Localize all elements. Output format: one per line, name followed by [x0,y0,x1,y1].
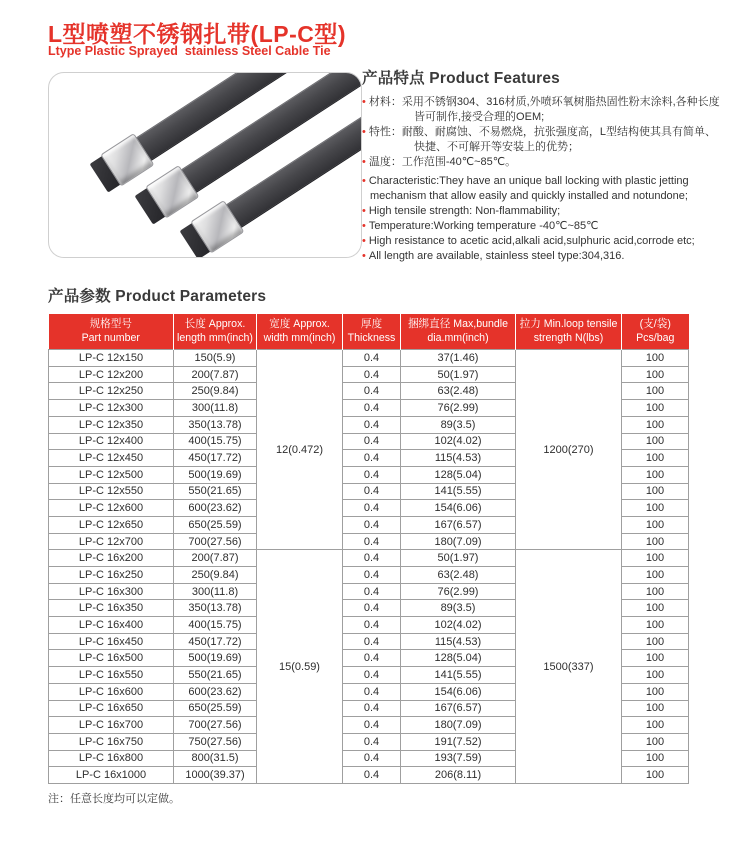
bullet-icon: • [362,174,366,187]
cell-part-number: LP-C 12x450 [49,450,174,467]
feature-item [362,219,720,234]
cell-thickness: 0.4 [343,600,401,617]
cell-length: 600(23.62) [174,500,257,517]
feature-item [362,174,720,204]
cell-bundle-dia: 141(5.55) [401,483,516,500]
cell-thickness: 0.4 [343,667,401,684]
cell-length: 400(15.75) [174,433,257,450]
feature-item [362,125,720,155]
cell-length: 800(31.5) [174,750,257,767]
cell-part-number: LP-C 16x200 [49,550,174,567]
column-header-zh: 捆绑直径 Max,bundle [407,318,509,330]
cell-length: 150(5.9) [174,350,257,367]
cell-thickness: 0.4 [343,583,401,600]
cell-pcs-per-bag: 100 [622,483,689,500]
bullet-icon: • [362,249,366,262]
cell-thickness: 0.4 [343,550,401,567]
cell-bundle-dia: 76(2.99) [401,400,516,417]
cell-bundle-dia: 63(2.48) [401,567,516,584]
feature-text: High tensile strength: Non-flammability; [368,204,561,217]
cell-thickness: 0.4 [343,450,401,467]
cell-pcs-per-bag: 100 [622,400,689,417]
cell-bundle-dia: 141(5.55) [401,667,516,684]
cell-bundle-dia: 102(4.02) [401,433,516,450]
cell-part-number: LP-C 16x650 [49,700,174,717]
cell-length: 400(15.75) [174,617,257,634]
cell-bundle-dia: 180(7.09) [401,717,516,734]
cell-bundle-dia: 128(5.04) [401,466,516,483]
cell-pcs-per-bag: 100 [622,683,689,700]
cell-pcs-per-bag: 100 [622,750,689,767]
bullet-icon: • [362,125,366,138]
cell-pcs-per-bag: 100 [622,533,689,550]
cell-bundle-dia: 154(6.06) [401,683,516,700]
bullet-icon: • [362,219,366,232]
cell-pcs-per-bag: 100 [622,450,689,467]
cell-length: 650(25.59) [174,700,257,717]
cell-part-number: LP-C 16x500 [49,650,174,667]
bullet-icon: • [362,204,366,217]
cell-strength-merged: 1200(270) [516,350,622,550]
column-header-zh: 宽度 Approx. [269,318,330,330]
column-header [257,314,343,350]
column-header-en: Part number [81,331,140,344]
cell-length: 450(17.72) [174,450,257,467]
cell-thickness: 0.4 [343,400,401,417]
bullet-icon: • [362,234,366,247]
column-header [343,314,401,350]
cell-bundle-dia: 167(6.57) [401,700,516,717]
cell-part-number: LP-C 12x150 [49,350,174,367]
cell-thickness: 0.4 [343,700,401,717]
column-header [622,314,689,350]
cell-pcs-per-bag: 100 [622,700,689,717]
cell-pcs-per-bag: 100 [622,516,689,533]
parameters-section [48,284,688,806]
cell-thickness: 0.4 [343,416,401,433]
cell-bundle-dia: 167(6.57) [401,516,516,533]
cell-bundle-dia: 76(2.99) [401,583,516,600]
cell-pcs-per-bag: 100 [622,617,689,634]
cell-bundle-dia: 206(8.11) [401,767,516,784]
cell-part-number: LP-C 16x350 [49,600,174,617]
cell-bundle-dia: 50(1.97) [401,550,516,567]
page-subtitle: Ltype Plastic Sprayed stainless Steel Cable Tie [48,44,331,58]
cell-part-number: LP-C 16x250 [49,567,174,584]
cell-part-number: LP-C 16x450 [49,633,174,650]
cell-thickness: 0.4 [343,683,401,700]
cell-thickness: 0.4 [343,433,401,450]
cell-part-number: LP-C 16x550 [49,667,174,684]
features-title: 产品特点 Product Features [362,70,560,87]
cell-thickness: 0.4 [343,483,401,500]
feature-item [362,155,720,170]
column-header-en: width mm(inch) [263,331,336,344]
cell-length: 350(13.78) [174,600,257,617]
cell-part-number: LP-C 12x650 [49,516,174,533]
bullet-icon: • [362,96,366,108]
column-header-en: Pcs/bag [636,331,675,344]
cell-length: 650(25.59) [174,516,257,533]
cell-pcs-per-bag: 100 [622,667,689,684]
cell-thickness: 0.4 [343,383,401,400]
cell-thickness: 0.4 [343,533,401,550]
footer-note: 注：任意长度均可以定做。 [48,792,180,805]
cell-part-number: LP-C 16x800 [49,750,174,767]
cell-bundle-dia: 180(7.09) [401,533,516,550]
cell-part-number: LP-C 12x700 [49,533,174,550]
cell-pcs-per-bag: 100 [622,583,689,600]
feature-text: High resistance to acetic acid,alkali acid,sulphuric acid,corrode etc; [368,234,695,247]
cell-length: 700(27.56) [174,717,257,734]
cell-thickness: 0.4 [343,717,401,734]
cell-thickness: 0.4 [343,516,401,533]
cell-part-number: LP-C 16x300 [49,583,174,600]
cell-pcs-per-bag: 100 [622,633,689,650]
features-zh-list [362,95,720,170]
table-body [49,350,689,784]
cell-length: 300(11.8) [174,583,257,600]
column-header-zh: 拉力 Min.loop tensile [519,318,618,330]
cell-part-number: LP-C 12x600 [49,500,174,517]
cell-thickness: 0.4 [343,617,401,634]
cell-length: 750(27.56) [174,733,257,750]
feature-text: Temperature:Working temperature -40℃~85℃ [368,219,599,232]
product-photo [48,72,362,258]
table-header [49,314,689,350]
table-row [49,350,689,367]
column-header-zh: 规格型号 [89,318,132,330]
cell-bundle-dia: 115(4.53) [401,633,516,650]
features-section [362,66,720,263]
cell-part-number: LP-C 12x400 [49,433,174,450]
cell-length: 250(9.84) [174,383,257,400]
cell-bundle-dia: 63(2.48) [401,383,516,400]
cell-pcs-per-bag: 100 [622,433,689,450]
cell-bundle-dia: 89(3.5) [401,600,516,617]
cell-bundle-dia: 102(4.02) [401,617,516,634]
cell-thickness: 0.4 [343,466,401,483]
cell-length: 450(17.72) [174,633,257,650]
cell-part-number: LP-C 16x700 [49,717,174,734]
feature-text: 材料：采用不锈钢304、316材质,外喷环氧树脂热固性粉末涂料,各种长度皆可制作,接受合理的OEM; [368,96,720,123]
feature-item [362,204,720,219]
cell-pcs-per-bag: 100 [622,717,689,734]
cell-thickness: 0.4 [343,733,401,750]
cell-pcs-per-bag: 100 [622,500,689,517]
features-en-list [362,174,720,264]
cell-pcs-per-bag: 100 [622,550,689,567]
cell-thickness: 0.4 [343,500,401,517]
cell-thickness: 0.4 [343,650,401,667]
cell-part-number: LP-C 16x750 [49,733,174,750]
column-header-en: Thickness [347,331,396,344]
cell-length: 200(7.87) [174,550,257,567]
cell-part-number: LP-C 12x300 [49,400,174,417]
cell-thickness: 0.4 [343,767,401,784]
parameters-title: 产品参数 Product Parameters [48,288,267,305]
cell-thickness: 0.4 [343,567,401,584]
cell-bundle-dia: 193(7.59) [401,750,516,767]
cell-length: 700(27.56) [174,533,257,550]
cell-pcs-per-bag: 100 [622,733,689,750]
cell-bundle-dia: 89(3.5) [401,416,516,433]
cell-length: 500(19.69) [174,650,257,667]
page-title: L型喷塑不锈钢扎带(LP-C型) [48,21,347,47]
cell-length: 1000(39.37) [174,767,257,784]
cell-bundle-dia: 191(7.52) [401,733,516,750]
cell-length: 600(23.62) [174,683,257,700]
cell-part-number: LP-C 16x1000 [49,767,174,784]
cell-length: 500(19.69) [174,466,257,483]
cell-pcs-per-bag: 100 [622,416,689,433]
table-row [49,550,689,567]
cell-pcs-per-bag: 100 [622,767,689,784]
column-header-en: strength N(lbs) [533,331,604,344]
cell-thickness: 0.4 [343,750,401,767]
feature-text: 温度：工作范围-40℃~85℃。 [368,155,517,168]
cell-part-number: LP-C 12x550 [49,483,174,500]
feature-item [362,95,720,125]
cell-pcs-per-bag: 100 [622,600,689,617]
cell-part-number: LP-C 12x500 [49,466,174,483]
cell-length: 300(11.8) [174,400,257,417]
cell-length: 200(7.87) [174,366,257,383]
cell-bundle-dia: 50(1.97) [401,366,516,383]
cell-pcs-per-bag: 100 [622,350,689,367]
cell-length: 250(9.84) [174,567,257,584]
feature-text: All length are available, stainless steel type:304,316. [368,249,625,262]
feature-text: 特性：耐酸、耐腐蚀、不易燃烧，抗张强度高，L型结构使其具有简单、快捷、不可解开等安装上的优势； [368,125,716,153]
cell-thickness: 0.4 [343,366,401,383]
column-header [401,314,516,350]
feature-item [362,249,720,264]
bullet-icon: • [362,155,366,168]
cell-strength-merged: 1500(337) [516,550,622,784]
cell-thickness: 0.4 [343,633,401,650]
cell-pcs-per-bag: 100 [622,567,689,584]
cell-width-merged: 12(0.472) [257,350,343,550]
cell-pcs-per-bag: 100 [622,650,689,667]
column-header-zh: 长度 Approx. [184,318,246,330]
cell-bundle-dia: 37(1.46) [401,350,516,367]
cell-length: 350(13.78) [174,416,257,433]
column-header-zh: 厚度 [360,318,383,330]
cell-pcs-per-bag: 100 [622,466,689,483]
table-header-row [49,314,689,350]
cell-width-merged: 15(0.59) [257,550,343,784]
cell-part-number: LP-C 16x600 [49,683,174,700]
feature-text: Characteristic:They have an unique ball locking with plastic jetting mechanism that allow easily and quickly installed and notundone; [368,174,689,202]
cell-length: 550(21.65) [174,483,257,500]
column-header [174,314,257,350]
cell-thickness: 0.4 [343,350,401,367]
column-header-zh: (支/袋) [639,318,671,330]
cell-length: 550(21.65) [174,667,257,684]
column-header [516,314,622,350]
cell-bundle-dia: 128(5.04) [401,650,516,667]
cell-pcs-per-bag: 100 [622,366,689,383]
cell-part-number: LP-C 16x400 [49,617,174,634]
cell-part-number: LP-C 12x200 [49,366,174,383]
column-header [49,314,174,350]
cell-part-number: LP-C 12x350 [49,416,174,433]
parameters-table [48,314,689,784]
cell-bundle-dia: 115(4.53) [401,450,516,467]
column-header-en: length mm(inch) [177,331,253,344]
cell-bundle-dia: 154(6.06) [401,500,516,517]
cell-pcs-per-bag: 100 [622,383,689,400]
column-header-en: dia.mm(inch) [427,331,489,344]
feature-item [362,234,720,249]
cell-part-number: LP-C 12x250 [49,383,174,400]
